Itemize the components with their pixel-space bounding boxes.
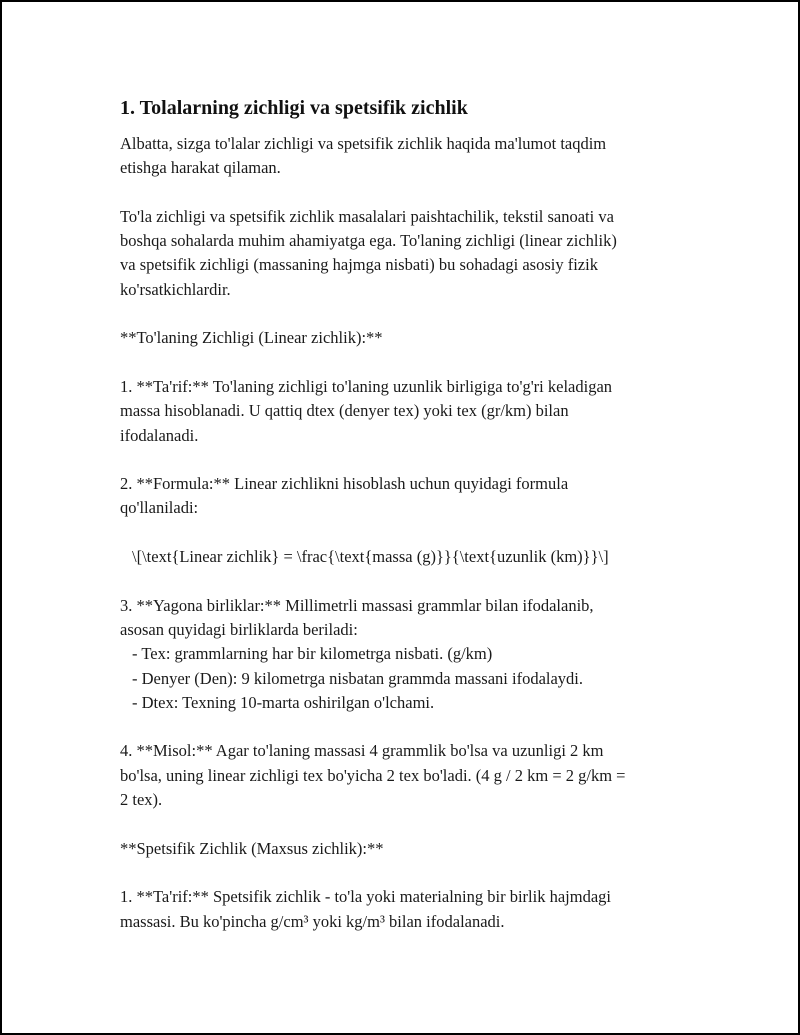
list-item-definition: 1. **Ta'rif:** To'laning zichligi to'laning uzunlik birligiga to'g'ri keladigan massa hisoblanadi. U qattiq dtex (denyer tex) yoki tex (gr/km) bilan ifodalanadi. [120,376,613,445]
formula-latex: \[\text{Linear zichlik} = \frac{\text{massa (g)}}{\text{uzunlik (km)}}\] [132,547,609,567]
list-item-example: 4. **Misol:** Agar to'laning massasi 4 grammlik bo'lsa va uzunligi 2 km bo'lsa, uning linear zichligi tex bo'yicha 2 tex bo'ladi. (4 g / 2 km = 2 g/km = 2 tex). [120,741,626,810]
spacer [120,448,700,472]
intro-paragraph: Albatta, sizga to'lalar zichligi va spetsifik zichlik haqida ma'lumot taqdim etishga harakat qilaman. [120,134,607,178]
section-heading-linear-density: **To'laning Zichligi (Linear zichlik):** [120,328,383,348]
spacer [120,569,700,593]
document-body [120,94,700,934]
spacer [120,861,700,885]
spacer [120,181,700,205]
unit-item-denier: - Denyer (Den): 9 kilometrga nisbatan grammda massani ifodalaydi. [132,668,584,688]
list-item-specific-definition: 1. **Ta'rif:** Spetsifik zichlik - to'la yoki materialning bir birlik hajmdagi massasi. Bu ko'pincha g/cm³ yoki kg/m³ bilan ifodalanadi. [120,887,611,931]
spacer [120,302,700,326]
spacer [120,715,700,739]
unit-item-dtex: - Dtex: Texning 10-marta oshirilgan o'lchami. [132,692,435,712]
unit-item-tex: - Tex: grammlarning har bir kilometrga nisbati. (g/km) [132,644,493,664]
paragraph-overview: To'la zichligi va spetsifik zichlik masalalari paishtachilik, tekstil sanoati va boshqa sohalarda muhim ahamiyatga ega. To'laning zichligi (linear zichlik) va spetsifik zichligi (massaning hajmga nisbati) bu sohadagi asosiy fizik ko'rsatkichlardir. [120,206,617,299]
spacer [120,812,700,836]
list-item-formula: 2. **Formula:** Linear zichlikni hisoblash uchun quyidagi formula qo'llaniladi: [120,474,569,518]
document-title: 1. Tolalarning zichligi va spetsifik zichlik [120,97,468,119]
list-item-units: 3. **Yagona birliklar:** Millimetrli massasi grammlar bilan ifodalanib, asosan quyidagi birliklarda beriladi: [120,595,594,639]
spacer [120,351,700,375]
section-heading-specific-density: **Spetsifik Zichlik (Maxsus zichlik):** [120,838,384,858]
spacer [120,521,700,545]
